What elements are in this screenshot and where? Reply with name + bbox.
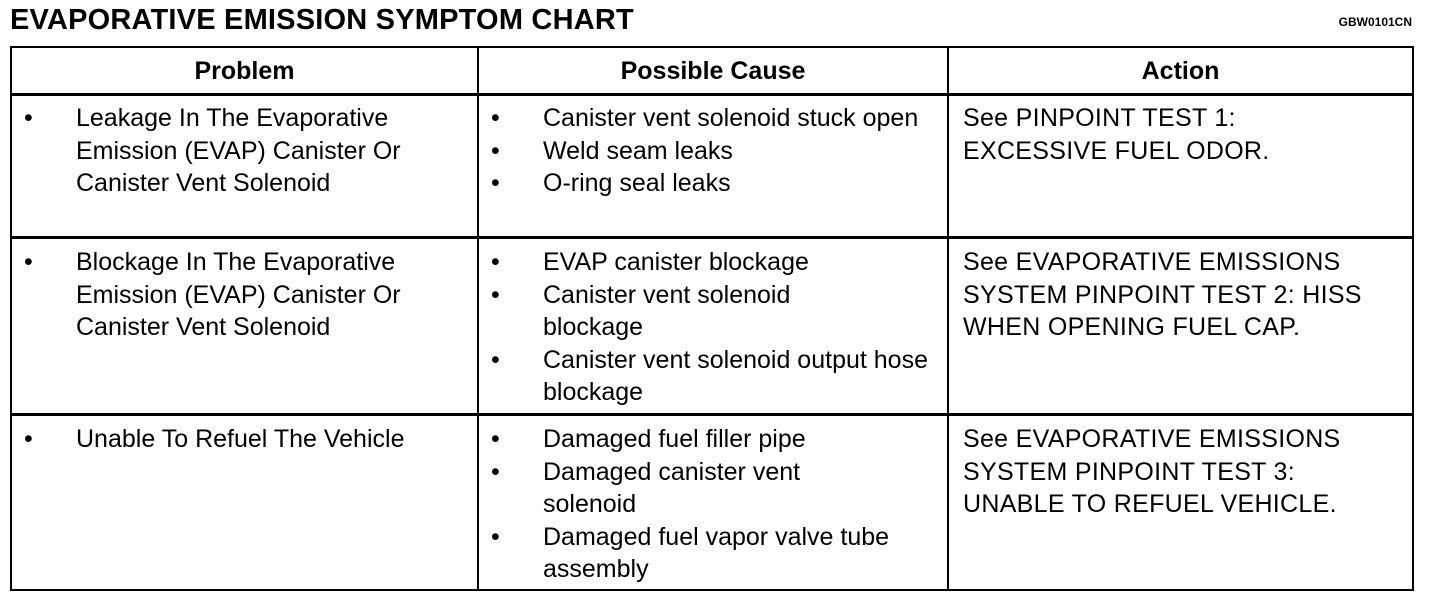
bullet: • bbox=[491, 136, 500, 165]
cause-text: Canister vent solenoid output hose blockage bbox=[543, 345, 928, 406]
bullet: • bbox=[491, 522, 500, 551]
header-action: Action bbox=[1141, 57, 1220, 85]
header-problem: Problem bbox=[194, 57, 295, 85]
row-divider bbox=[12, 413, 1412, 416]
list-item bbox=[479, 521, 944, 586]
list-item bbox=[479, 135, 944, 168]
row-2-action-text: See EVAPORATIVE EMISSIONS SYSTEM PINPOINT TEST 2: HISS WHEN OPENING FUEL CAP. bbox=[963, 248, 1362, 341]
problem-text: Unable To Refuel The Vehicle bbox=[76, 425, 405, 453]
row-3-cause-cell bbox=[479, 423, 944, 586]
row-3-action-text: See EVAPORATIVE EMISSIONS SYSTEM PINPOINT TEST 3: UNABLE TO REFUEL VEHICLE. bbox=[963, 425, 1341, 518]
row-1-problem-cell bbox=[12, 102, 467, 200]
list-item bbox=[12, 102, 467, 200]
chart-title: EVAPORATIVE EMISSION SYMPTOM CHART bbox=[10, 4, 634, 36]
list-item bbox=[479, 344, 944, 409]
problem-text: Leakage In The Evaporative Emission (EVAP) Canister Or Canister Vent Solenoid bbox=[76, 104, 401, 197]
problem-text: Blockage In The Evaporative Emission (EVAP) Canister Or Canister Vent Solenoid bbox=[76, 248, 401, 341]
symptom-table bbox=[10, 46, 1414, 591]
list-item bbox=[12, 246, 467, 344]
row-divider bbox=[12, 236, 1412, 239]
list-item bbox=[12, 423, 467, 456]
list-item bbox=[479, 167, 944, 200]
cause-text: Canister vent solenoid blockage bbox=[543, 280, 791, 341]
row-2-problem-cell bbox=[12, 246, 467, 344]
row-3-problem-cell bbox=[12, 423, 467, 456]
bullet: • bbox=[491, 104, 500, 132]
cause-text: EVAP canister blockage bbox=[543, 248, 809, 276]
row-1-cause-cell bbox=[479, 102, 944, 200]
header-possible-cause: Possible Cause bbox=[620, 57, 806, 85]
list-item bbox=[479, 246, 944, 279]
bullet: • bbox=[491, 425, 500, 453]
list-item bbox=[479, 456, 944, 521]
bullet: • bbox=[24, 104, 33, 132]
row-2-cause-cell bbox=[479, 246, 944, 409]
row-1-action-text: See PINPOINT TEST 1: EXCESSIVE FUEL ODOR. bbox=[963, 104, 1270, 165]
bullet: • bbox=[491, 248, 500, 276]
list-item bbox=[479, 102, 944, 135]
bullet: • bbox=[491, 457, 500, 486]
cause-text: Canister vent solenoid stuck open bbox=[543, 104, 919, 132]
bullet: • bbox=[491, 169, 500, 197]
cause-text: Damaged fuel vapor valve tube assembly bbox=[543, 522, 890, 583]
document-code: GBW0101CN bbox=[1338, 15, 1412, 29]
bullet: • bbox=[24, 425, 33, 453]
cause-text: O-ring seal leaks bbox=[543, 169, 731, 197]
cause-text: Weld seam leaks bbox=[543, 136, 733, 165]
bullet: • bbox=[491, 280, 500, 309]
bullet: • bbox=[24, 248, 33, 276]
list-item bbox=[479, 423, 944, 456]
cause-text: Damaged canister vent solenoid bbox=[543, 457, 801, 518]
cause-text: Damaged fuel filler pipe bbox=[543, 425, 806, 453]
bullet: • bbox=[491, 345, 500, 374]
list-item bbox=[479, 279, 944, 344]
